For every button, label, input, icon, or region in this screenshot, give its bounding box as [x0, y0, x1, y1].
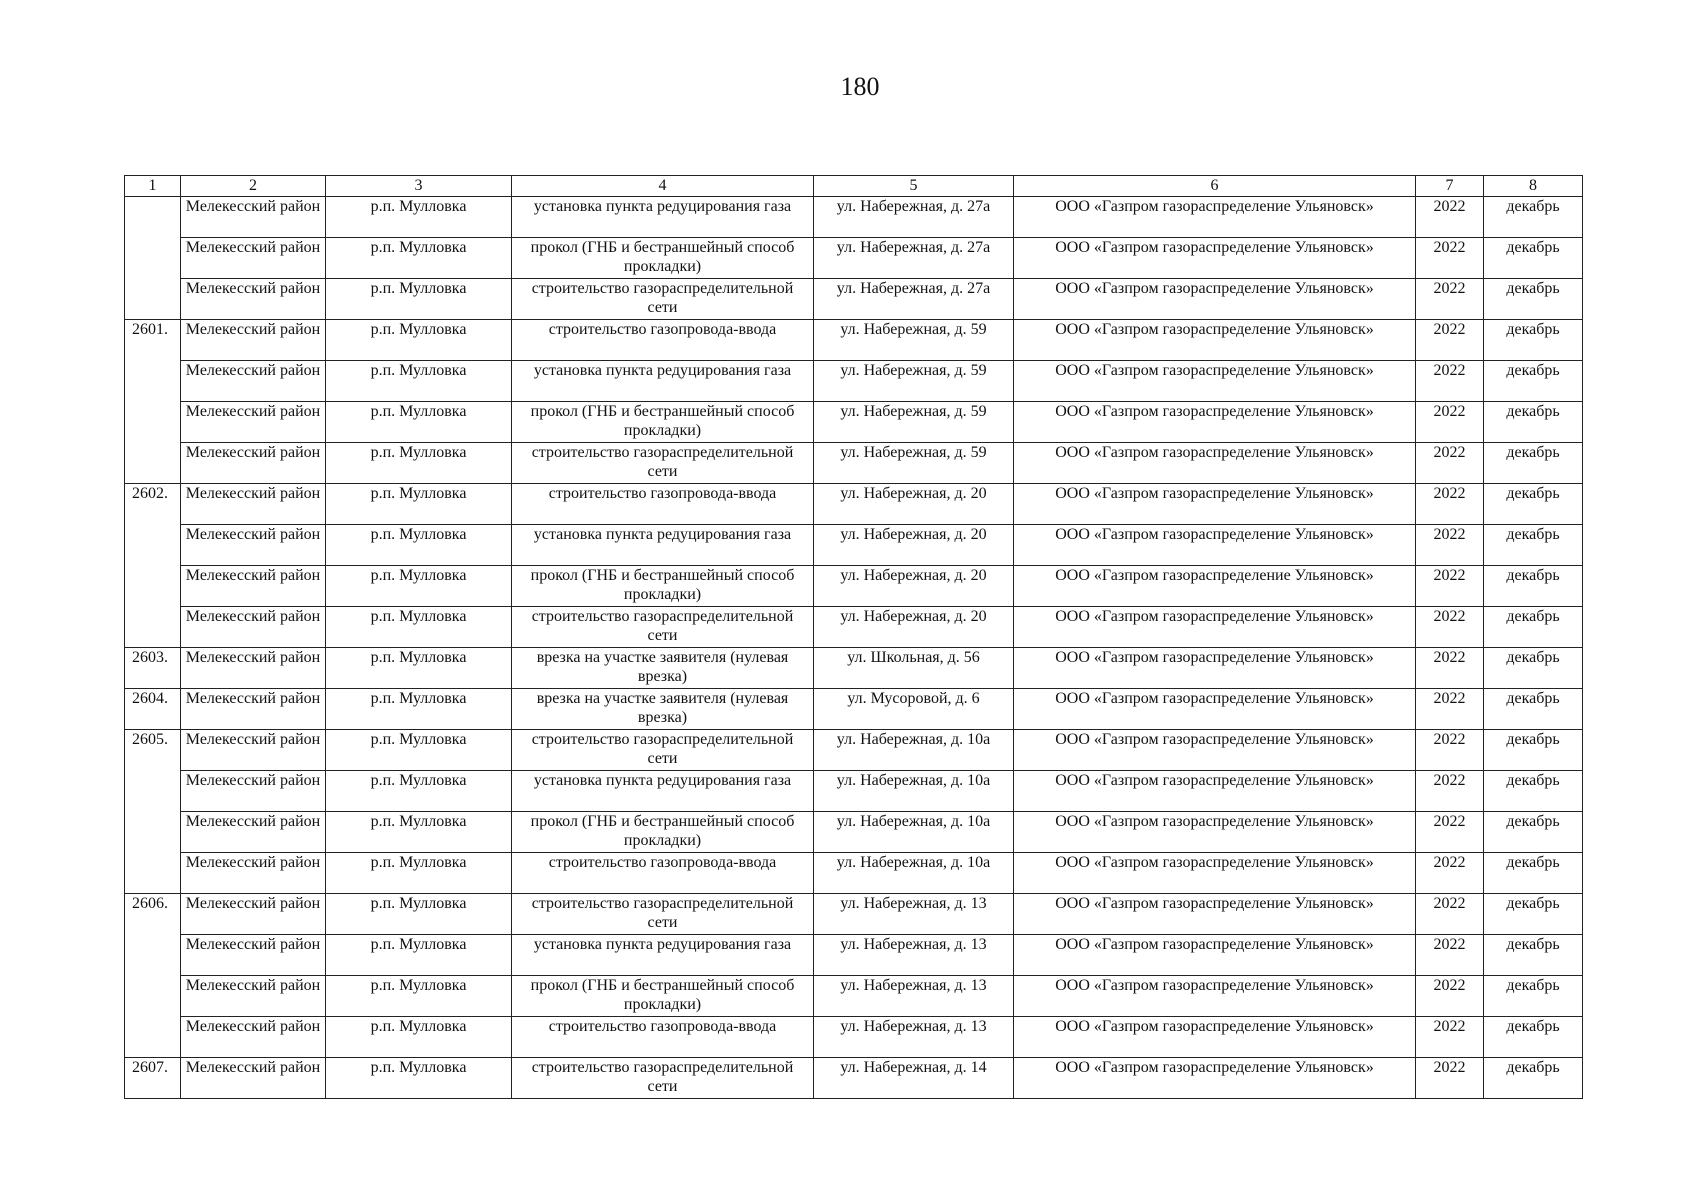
row-number-cell [125, 976, 181, 1017]
organization-cell: ООО «Газпром газораспределение Ульяновск» [1014, 894, 1416, 935]
year-cell: 2022 [1416, 238, 1484, 279]
table-row [125, 197, 1583, 238]
work-type-cell: прокол (ГНБ и бестраншейный способ прокладки) [512, 976, 814, 1017]
address-cell: ул. Набережная, д. 59 [814, 320, 1014, 361]
locality-cell: р.п. Мулловка [326, 730, 512, 771]
address-cell: ул. Мусоровой, д. 6 [814, 689, 1014, 730]
row-number-cell [125, 812, 181, 853]
locality-cell: р.п. Мулловка [326, 361, 512, 402]
organization-cell: ООО «Газпром газораспределение Ульяновск» [1014, 484, 1416, 525]
organization-cell: ООО «Газпром газораспределение Ульяновск» [1014, 976, 1416, 1017]
month-cell: декабрь [1484, 894, 1583, 935]
month-cell: декабрь [1484, 812, 1583, 853]
district-cell: Мелекесский район [181, 648, 326, 689]
locality-cell: р.п. Мулловка [326, 607, 512, 648]
organization-cell: ООО «Газпром газораспределение Ульяновск» [1014, 279, 1416, 320]
table-row [125, 484, 1583, 525]
organization-cell: ООО «Газпром газораспределение Ульяновск» [1014, 197, 1416, 238]
organization-cell: ООО «Газпром газораспределение Ульяновск» [1014, 1017, 1416, 1058]
row-number-cell: 2605. [125, 730, 181, 771]
district-cell: Мелекесский район [181, 894, 326, 935]
address-cell: ул. Набережная, д. 10а [814, 771, 1014, 812]
address-cell: ул. Школьная, д. 56 [814, 648, 1014, 689]
work-type-cell: строительство газораспределительной сети [512, 279, 814, 320]
organization-cell: ООО «Газпром газораспределение Ульяновск» [1014, 853, 1416, 894]
year-cell: 2022 [1416, 197, 1484, 238]
header-cell-4: 4 [512, 176, 814, 197]
address-cell: ул. Набережная, д. 10а [814, 730, 1014, 771]
table-row [125, 402, 1583, 443]
locality-cell: р.п. Мулловка [326, 771, 512, 812]
locality-cell: р.п. Мулловка [326, 402, 512, 443]
month-cell: декабрь [1484, 976, 1583, 1017]
table-header [125, 176, 1583, 197]
year-cell: 2022 [1416, 1017, 1484, 1058]
year-cell: 2022 [1416, 279, 1484, 320]
work-type-cell: строительство газораспределительной сети [512, 1058, 814, 1099]
address-cell: ул. Набережная, д. 13 [814, 935, 1014, 976]
organization-cell: ООО «Газпром газораспределение Ульяновск» [1014, 566, 1416, 607]
month-cell: декабрь [1484, 238, 1583, 279]
address-cell: ул. Набережная, д. 20 [814, 484, 1014, 525]
organization-cell: ООО «Газпром газораспределение Ульяновск» [1014, 1058, 1416, 1099]
row-number-cell: 2607. [125, 1058, 181, 1099]
locality-cell: р.п. Мулловка [326, 279, 512, 320]
month-cell: декабрь [1484, 443, 1583, 484]
work-type-cell: строительство газораспределительной сети [512, 894, 814, 935]
header-cell-1: 1 [125, 176, 181, 197]
year-cell: 2022 [1416, 361, 1484, 402]
work-type-cell: врезка на участке заявителя (нулевая врезка) [512, 648, 814, 689]
address-cell: ул. Набережная, д. 13 [814, 976, 1014, 1017]
table-row [125, 730, 1583, 771]
month-cell: декабрь [1484, 771, 1583, 812]
district-cell: Мелекесский район [181, 443, 326, 484]
address-cell: ул. Набережная, д. 20 [814, 566, 1014, 607]
district-cell: Мелекесский район [181, 1058, 326, 1099]
table-row [125, 976, 1583, 1017]
locality-cell: р.п. Мулловка [326, 197, 512, 238]
organization-cell: ООО «Газпром газораспределение Ульяновск» [1014, 607, 1416, 648]
address-cell: ул. Набережная, д. 59 [814, 402, 1014, 443]
year-cell: 2022 [1416, 976, 1484, 1017]
row-number-cell [125, 935, 181, 976]
district-cell: Мелекесский район [181, 402, 326, 443]
table-row [125, 935, 1583, 976]
address-cell: ул. Набережная, д. 14 [814, 1058, 1014, 1099]
organization-cell: ООО «Газпром газораспределение Ульяновск» [1014, 648, 1416, 689]
table-row [125, 279, 1583, 320]
locality-cell: р.п. Мулловка [326, 525, 512, 566]
year-cell: 2022 [1416, 648, 1484, 689]
work-type-cell: строительство газораспределительной сети [512, 443, 814, 484]
work-type-cell: строительство газораспределительной сети [512, 730, 814, 771]
table-row [125, 771, 1583, 812]
organization-cell: ООО «Газпром газораспределение Ульяновск» [1014, 730, 1416, 771]
work-type-cell: прокол (ГНБ и бестраншейный способ прокладки) [512, 812, 814, 853]
year-cell: 2022 [1416, 771, 1484, 812]
address-cell: ул. Набережная, д. 13 [814, 894, 1014, 935]
work-type-cell: установка пункта редуцирования газа [512, 771, 814, 812]
district-cell: Мелекесский район [181, 238, 326, 279]
district-cell: Мелекесский район [181, 976, 326, 1017]
district-cell: Мелекесский район [181, 607, 326, 648]
locality-cell: р.п. Мулловка [326, 894, 512, 935]
row-number-cell: 2604. [125, 689, 181, 730]
work-type-cell: прокол (ГНБ и бестраншейный способ прокладки) [512, 402, 814, 443]
work-type-cell: установка пункта редуцирования газа [512, 361, 814, 402]
district-cell: Мелекесский район [181, 689, 326, 730]
district-cell: Мелекесский район [181, 197, 326, 238]
header-row [125, 176, 1583, 197]
table-row [125, 320, 1583, 361]
month-cell: декабрь [1484, 279, 1583, 320]
row-number-cell [125, 197, 181, 238]
address-cell: ул. Набережная, д. 20 [814, 525, 1014, 566]
year-cell: 2022 [1416, 566, 1484, 607]
year-cell: 2022 [1416, 812, 1484, 853]
year-cell: 2022 [1416, 320, 1484, 361]
month-cell: декабрь [1484, 689, 1583, 730]
works-table [124, 175, 1583, 1099]
locality-cell: р.п. Мулловка [326, 1017, 512, 1058]
locality-cell: р.п. Мулловка [326, 443, 512, 484]
work-type-cell: строительство газопровода-ввода [512, 484, 814, 525]
district-cell: Мелекесский район [181, 525, 326, 566]
year-cell: 2022 [1416, 730, 1484, 771]
month-cell: декабрь [1484, 484, 1583, 525]
address-cell: ул. Набережная, д. 27а [814, 197, 1014, 238]
year-cell: 2022 [1416, 484, 1484, 525]
header-cell-8: 8 [1484, 176, 1583, 197]
month-cell: декабрь [1484, 1058, 1583, 1099]
year-cell: 2022 [1416, 1058, 1484, 1099]
header-cell-7: 7 [1416, 176, 1484, 197]
work-type-cell: строительство газопровода-ввода [512, 320, 814, 361]
district-cell: Мелекесский район [181, 279, 326, 320]
header-cell-6: 6 [1014, 176, 1416, 197]
month-cell: декабрь [1484, 607, 1583, 648]
month-cell: декабрь [1484, 525, 1583, 566]
page-number: 180 [840, 72, 880, 101]
table-row [125, 525, 1583, 566]
district-cell: Мелекесский район [181, 320, 326, 361]
address-cell: ул. Набережная, д. 27а [814, 238, 1014, 279]
month-cell: декабрь [1484, 402, 1583, 443]
table-row [125, 566, 1583, 607]
month-cell: декабрь [1484, 730, 1583, 771]
organization-cell: ООО «Газпром газораспределение Ульяновск» [1014, 525, 1416, 566]
locality-cell: р.п. Мулловка [326, 648, 512, 689]
row-number-cell [125, 525, 181, 566]
locality-cell: р.п. Мулловка [326, 320, 512, 361]
table-body [125, 197, 1583, 1099]
organization-cell: ООО «Газпром газораспределение Ульяновск» [1014, 320, 1416, 361]
work-type-cell: строительство газопровода-ввода [512, 853, 814, 894]
year-cell: 2022 [1416, 935, 1484, 976]
organization-cell: ООО «Газпром газораспределение Ульяновск» [1014, 812, 1416, 853]
district-cell: Мелекесский район [181, 361, 326, 402]
table-row [125, 238, 1583, 279]
month-cell: декабрь [1484, 197, 1583, 238]
table-row [125, 361, 1583, 402]
row-number-cell [125, 361, 181, 402]
year-cell: 2022 [1416, 525, 1484, 566]
row-number-cell [125, 607, 181, 648]
work-type-cell: прокол (ГНБ и бестраншейный способ прокладки) [512, 566, 814, 607]
month-cell: декабрь [1484, 935, 1583, 976]
row-number-cell [125, 853, 181, 894]
district-cell: Мелекесский район [181, 771, 326, 812]
address-cell: ул. Набережная, д. 20 [814, 607, 1014, 648]
table-row [125, 894, 1583, 935]
locality-cell: р.п. Мулловка [326, 689, 512, 730]
address-cell: ул. Набережная, д. 13 [814, 1017, 1014, 1058]
address-cell: ул. Набережная, д. 27а [814, 279, 1014, 320]
district-cell: Мелекесский район [181, 853, 326, 894]
organization-cell: ООО «Газпром газораспределение Ульяновск» [1014, 689, 1416, 730]
row-number-cell: 2601. [125, 320, 181, 361]
organization-cell: ООО «Газпром газораспределение Ульяновск» [1014, 361, 1416, 402]
work-type-cell: установка пункта редуцирования газа [512, 197, 814, 238]
row-number-cell [125, 1017, 181, 1058]
organization-cell: ООО «Газпром газораспределение Ульяновск» [1014, 443, 1416, 484]
row-number-cell [125, 402, 181, 443]
table-row [125, 443, 1583, 484]
row-number-cell [125, 279, 181, 320]
header-cell-3: 3 [326, 176, 512, 197]
address-cell: ул. Набережная, д. 59 [814, 443, 1014, 484]
address-cell: ул. Набережная, д. 59 [814, 361, 1014, 402]
month-cell: декабрь [1484, 648, 1583, 689]
month-cell: декабрь [1484, 853, 1583, 894]
work-type-cell: строительство газораспределительной сети [512, 607, 814, 648]
work-type-cell: прокол (ГНБ и бестраншейный способ прокладки) [512, 238, 814, 279]
table-row [125, 689, 1583, 730]
work-type-cell: установка пункта редуцирования газа [512, 935, 814, 976]
month-cell: декабрь [1484, 1017, 1583, 1058]
locality-cell: р.п. Мулловка [326, 566, 512, 607]
organization-cell: ООО «Газпром газораспределение Ульяновск» [1014, 935, 1416, 976]
locality-cell: р.п. Мулловка [326, 484, 512, 525]
year-cell: 2022 [1416, 402, 1484, 443]
table-row [125, 648, 1583, 689]
district-cell: Мелекесский район [181, 730, 326, 771]
locality-cell: р.п. Мулловка [326, 238, 512, 279]
table-row [125, 812, 1583, 853]
work-type-cell: врезка на участке заявителя (нулевая врезка) [512, 689, 814, 730]
work-type-cell: установка пункта редуцирования газа [512, 525, 814, 566]
district-cell: Мелекесский район [181, 812, 326, 853]
organization-cell: ООО «Газпром газораспределение Ульяновск» [1014, 238, 1416, 279]
row-number-cell: 2606. [125, 894, 181, 935]
table-row [125, 607, 1583, 648]
header-cell-5: 5 [814, 176, 1014, 197]
district-cell: Мелекесский район [181, 484, 326, 525]
year-cell: 2022 [1416, 607, 1484, 648]
row-number-cell [125, 566, 181, 607]
work-type-cell: строительство газопровода-ввода [512, 1017, 814, 1058]
month-cell: декабрь [1484, 361, 1583, 402]
district-cell: Мелекесский район [181, 566, 326, 607]
year-cell: 2022 [1416, 894, 1484, 935]
organization-cell: ООО «Газпром газораспределение Ульяновск» [1014, 402, 1416, 443]
month-cell: декабрь [1484, 320, 1583, 361]
table-row [125, 1017, 1583, 1058]
locality-cell: р.п. Мулловка [326, 935, 512, 976]
year-cell: 2022 [1416, 689, 1484, 730]
table-row [125, 853, 1583, 894]
header-cell-2: 2 [181, 176, 326, 197]
address-cell: ул. Набережная, д. 10а [814, 812, 1014, 853]
row-number-cell [125, 238, 181, 279]
year-cell: 2022 [1416, 443, 1484, 484]
locality-cell: р.п. Мулловка [326, 1058, 512, 1099]
district-cell: Мелекесский район [181, 1017, 326, 1058]
organization-cell: ООО «Газпром газораспределение Ульяновск» [1014, 771, 1416, 812]
row-number-cell [125, 443, 181, 484]
locality-cell: р.п. Мулловка [326, 976, 512, 1017]
row-number-cell: 2602. [125, 484, 181, 525]
table-row [125, 1058, 1583, 1099]
locality-cell: р.п. Мулловка [326, 812, 512, 853]
row-number-cell [125, 771, 181, 812]
district-cell: Мелекесский район [181, 935, 326, 976]
locality-cell: р.п. Мулловка [326, 853, 512, 894]
row-number-cell: 2603. [125, 648, 181, 689]
year-cell: 2022 [1416, 853, 1484, 894]
month-cell: декабрь [1484, 566, 1583, 607]
address-cell: ул. Набережная, д. 10а [814, 853, 1014, 894]
